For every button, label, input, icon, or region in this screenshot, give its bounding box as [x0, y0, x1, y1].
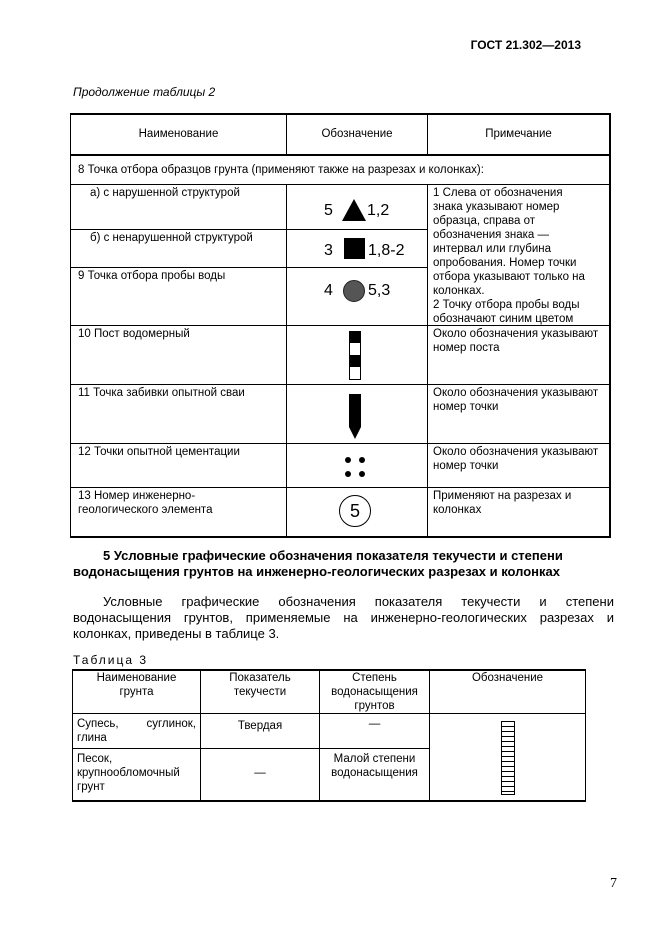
filled-circle-icon	[342, 279, 366, 303]
row-name: Супесь, суглинок, глина	[77, 718, 196, 744]
column-header-name: Наименование грунта	[96, 672, 177, 698]
hatched-column-icon	[501, 721, 515, 795]
row-name: а) с нарушенной структурой	[90, 187, 240, 199]
table-3-title: Таблица 3	[73, 653, 149, 667]
sample-interval: 1,2	[367, 202, 390, 219]
paragraph-line: колонках, приведены в таблице 3.	[73, 626, 280, 641]
group-row-8: 8 Точка отбора образцов грунта (применяют также на разрезах и колонках):	[78, 164, 484, 176]
page-number: 7	[610, 876, 617, 891]
row-note: Применяют на разрезах и колонках	[433, 490, 572, 516]
fluidity-value: Твердая	[237, 720, 283, 732]
column-header-name: Наименование	[138, 128, 219, 140]
row-name: 11 Точка забивки опытной сваи	[78, 387, 245, 399]
row-name: б) с ненарушенной структурой	[90, 232, 253, 244]
section-title: 5 Условные графические обозначения показателя текучести и степени	[103, 548, 563, 563]
row-name: 9 Точка отбора пробы воды	[78, 270, 226, 282]
section-title: водонасыщения грунтов на инженерно-геологических разрезах и колонках	[73, 564, 560, 579]
sample-number: 4	[324, 282, 333, 299]
fluidity-value: —	[254, 767, 266, 779]
table-continuation-caption: Продолжение таблицы 2	[73, 85, 216, 99]
pile-icon	[349, 394, 361, 440]
column-header-symbol: Обозначение	[471, 672, 544, 684]
row-name: Песок, крупнообломочный грунт	[77, 753, 180, 793]
row-note: Около обозначения указывают номер точки	[433, 387, 599, 413]
row-note: Около обозначения указывают номер точки	[433, 446, 599, 472]
row-name: 10 Пост водомерный	[78, 328, 190, 340]
paragraph-line: водонасыщения грунтов, применяемые на инженерно-геологических разрезах и	[73, 610, 614, 625]
sample-interval: 1,8-2	[368, 242, 405, 259]
square-icon	[344, 238, 365, 259]
sample-number: 5	[324, 202, 333, 219]
circle-number-icon: 5	[339, 495, 371, 527]
saturation-value: Малой степени водонасыщения	[331, 753, 418, 779]
column-header-fluidity: Показатель текучести	[229, 672, 291, 698]
row-name: 12 Точки опытной цементации	[78, 446, 240, 458]
sample-interval: 5,3	[368, 282, 391, 299]
triangle-icon	[341, 198, 367, 222]
four-dots-icon	[343, 455, 367, 479]
column-header-symbol: Обозначение	[321, 128, 393, 140]
saturation-value: —	[368, 718, 381, 730]
column-header-saturation: Степень водонасыщения грунтов	[331, 672, 418, 712]
document-code: ГОСТ 21.302—2013	[470, 38, 581, 52]
sample-number: 3	[324, 242, 333, 259]
gauge-post-icon	[349, 331, 361, 381]
column-header-note: Примечание	[485, 128, 552, 140]
merged-note: 1 Слева от обозначения знака указывают номер образца, справа от обозначения знака — интервал или глубина опробования. Номер точки отбора указывают только на колонках. 2 Точку отбора пробы воды обозначают синим цветом	[433, 187, 585, 325]
paragraph-line: Условные графические обозначения показателя текучести и степени	[103, 594, 614, 609]
row-note: Около обозначения указывают номер поста	[433, 328, 599, 354]
row-name: 13 Номер инженерно- геологического элемента	[78, 490, 213, 516]
